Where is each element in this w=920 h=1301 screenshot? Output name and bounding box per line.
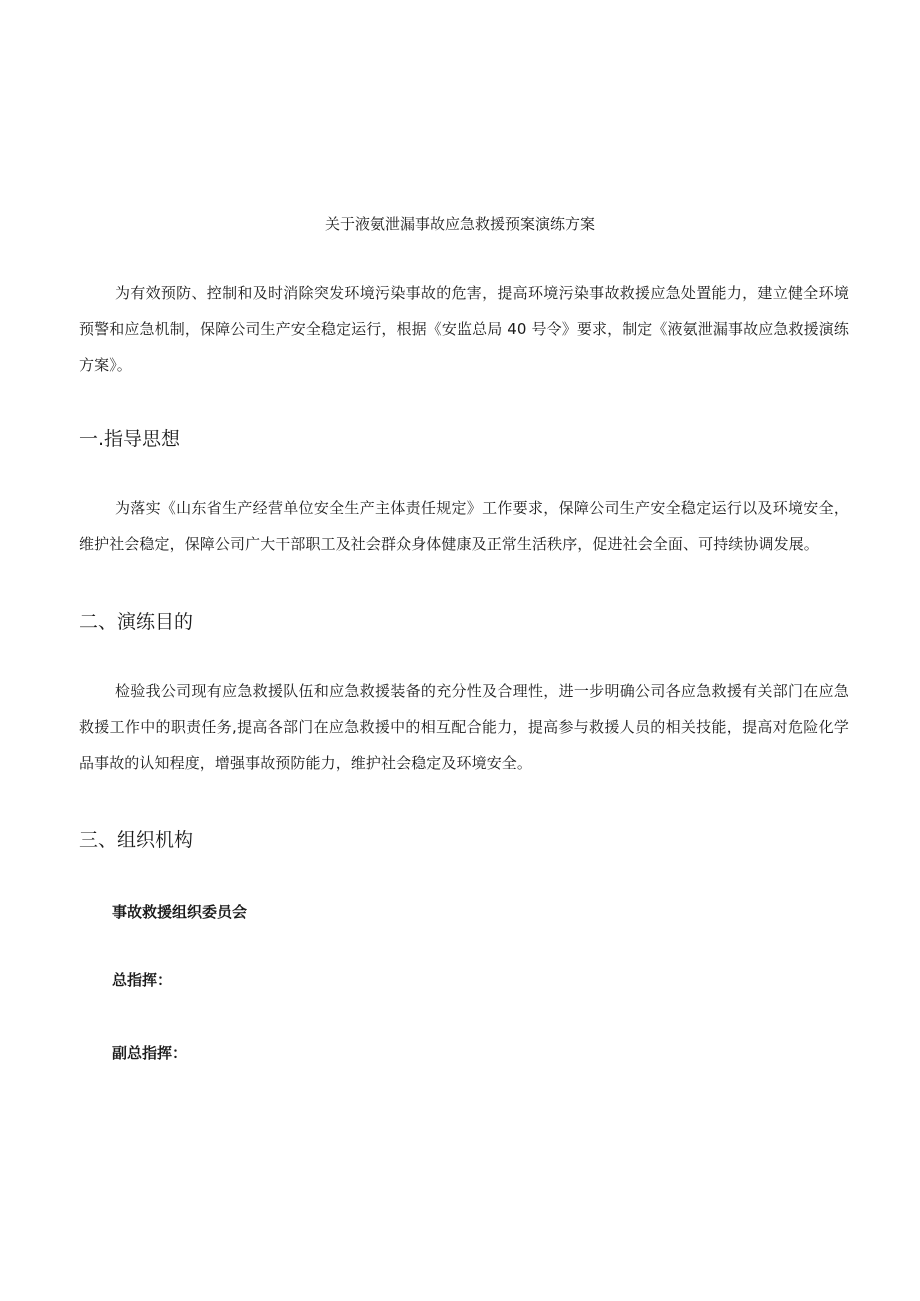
section-body-guiding-ideology: 为落实《山东省生产经营单位安全生产主体责任规定》工作要求，保障公司生产安全稳定运行以及环境安全，维护社会稳定，保障公司广大干部职工及社会群众身体健康及正常生活秩序，促进社会全面、可持续协调发展。 (79, 499, 849, 553)
section-heading-guiding-ideology: 一.指导思想 (79, 428, 181, 450)
deputy-commander-label: 副总指挥： (112, 1044, 188, 1062)
section-heading-organization: 三、组织机构 (79, 829, 194, 851)
document-title: 关于液氨泄漏事故应急救援预案演练方案 (324, 215, 595, 233)
section-heading-drill-purpose: 二、演练目的 (79, 611, 194, 633)
committee-label: 事故救援组织委员会 (112, 903, 248, 921)
commander-label: 总指挥： (112, 971, 173, 989)
intro-paragraph: 为有效预防、控制和及时消除突发环境污染事故的危害，提高环境污染事故救援应急处置能力，建立健全环境预警和应急机制，保障公司生产安全稳定运行，根据《安监总局 40 号令》要求，制定《液氨泄漏事故应急救援演练方案》。 (79, 284, 849, 374)
section-body-drill-purpose: 检验我公司现有应急救援队伍和应急救援装备的充分性及合理性，进一步明确公司各应急救援有关部门在应急救援工作中的职责任务,提高各部门在应急救援中的相互配合能力，提高参与救援人员的相关技能，提高对危险化学品事故的认知程度，增强事故预防能力，维护社会稳定及环境安全。 (79, 682, 849, 772)
